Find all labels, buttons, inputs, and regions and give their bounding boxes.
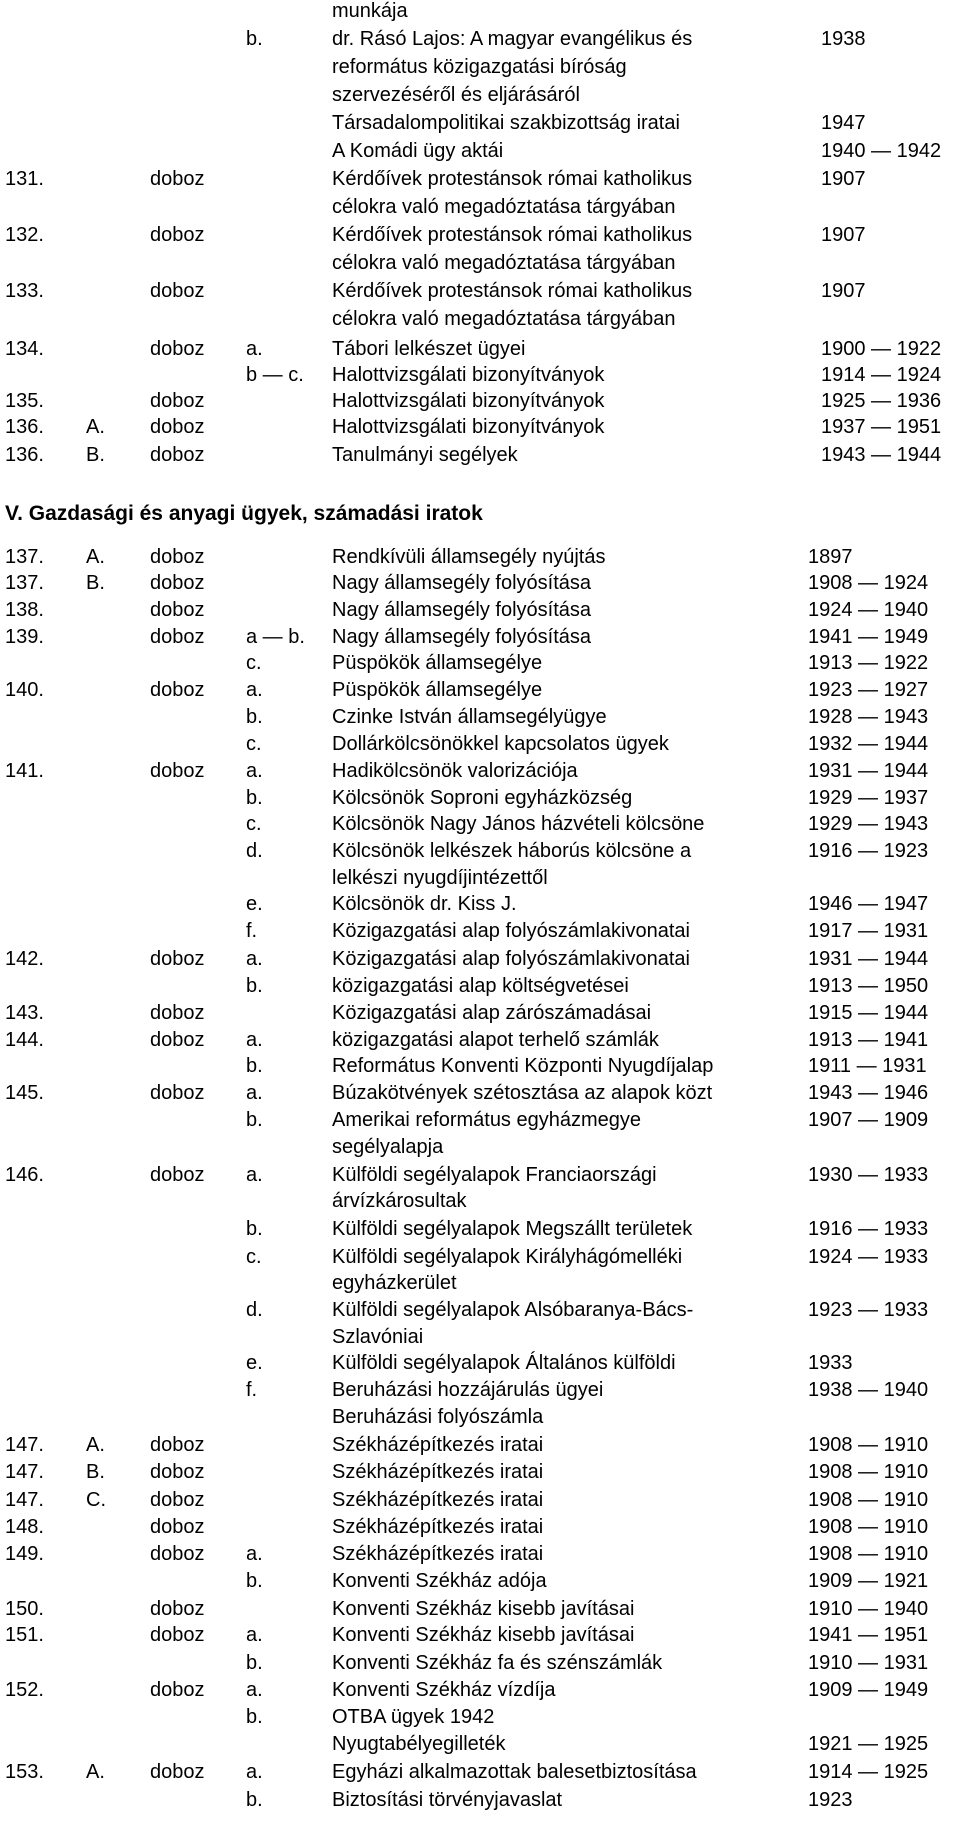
item-letter: d. <box>246 840 263 862</box>
date-range: 1907 <box>821 280 866 302</box>
item-title: Halottvizsgálati bizonyítványok <box>332 364 605 386</box>
item-title: Kérdőívek protestánsok római katholikus <box>332 168 693 190</box>
box-label: doboz <box>150 416 205 438</box>
item-title: Halottvizsgálati bizonyítványok <box>332 416 605 438</box>
item-title: Székházépítkezés iratai <box>332 1461 544 1483</box>
date-range: 1910 — 1940 <box>808 1598 929 1620</box>
item-title: Kérdőívek protestánsok római katholikus <box>332 280 693 302</box>
date-range: 1908 — 1910 <box>808 1434 929 1456</box>
date-range: 1908 — 1924 <box>808 572 929 594</box>
item-title: Közigazgatási alap folyószámlakivonatai <box>332 920 690 942</box>
date-range: 1931 — 1944 <box>808 948 929 970</box>
date-range: 1908 — 1910 <box>808 1543 929 1565</box>
box-letter: A. <box>86 546 105 568</box>
box-number: 142. <box>5 948 44 970</box>
item-letter: a. <box>246 1029 263 1051</box>
box-label: doboz <box>150 1029 205 1051</box>
item-letter: f. <box>246 1379 258 1401</box>
date-range: 1910 — 1931 <box>808 1652 929 1674</box>
item-title: Kölcsönök dr. Kiss J. <box>332 893 517 915</box>
item-title: Kölcsönök Soproni egyházközség <box>332 787 633 809</box>
date-range: 1908 — 1910 <box>808 1516 929 1538</box>
item-letter: b. <box>246 706 263 728</box>
item-letter: d. <box>246 1299 263 1321</box>
item-letter: b. <box>246 1109 263 1131</box>
date-range: 1916 — 1933 <box>808 1218 929 1240</box>
item-letter: b. <box>246 1652 263 1674</box>
item-title: Hadikölcsönök valorizációja <box>332 760 578 782</box>
date-range: 1943 — 1944 <box>821 444 942 466</box>
box-number: 135. <box>5 390 44 412</box>
item-title: Nagy államsegély folyósítása <box>332 572 592 594</box>
box-number: 143. <box>5 1002 44 1024</box>
item-title: egyházkerület <box>332 1272 457 1294</box>
date-range: 1931 — 1944 <box>808 760 929 782</box>
item-letter: e. <box>246 893 263 915</box>
date-range: 1908 — 1910 <box>808 1461 929 1483</box>
item-title: Nyugtabélyegilleték <box>332 1733 506 1755</box>
item-title: Biztosítási törvényjavaslat <box>332 1789 563 1811</box>
item-title: Konventi Székház kisebb javításai <box>332 1624 635 1646</box>
item-letter: a. <box>246 1761 263 1783</box>
item-title: Nagy államsegély folyósítása <box>332 599 592 621</box>
item-letter: b. <box>246 1218 263 1240</box>
item-letter: a. <box>246 1164 263 1186</box>
box-number: 132. <box>5 224 44 246</box>
item-title: árvízkárosultak <box>332 1190 467 1212</box>
item-title: célokra való megadóztatása tárgyában <box>332 252 676 274</box>
date-range: 1914 — 1925 <box>808 1761 929 1783</box>
box-number: 139. <box>5 626 44 648</box>
date-range: 1946 — 1947 <box>808 893 929 915</box>
box-label: doboz <box>150 1598 205 1620</box>
item-title: Beruházási folyószámla <box>332 1406 544 1428</box>
box-number: 136. <box>5 416 44 438</box>
date-range: 1925 — 1936 <box>821 390 942 412</box>
item-title: református közigazgatási bíróság <box>332 56 627 78</box>
date-range: 1938 <box>821 28 866 50</box>
item-title: Református Konventi Központi Nyugdíjalap <box>332 1055 714 1077</box>
item-title: A Komádi ügy aktái <box>332 140 504 162</box>
section-heading: V. Gazdasági és anyagi ügyek, számadási iratok <box>5 502 483 525</box>
item-title: Rendkívüli államsegély nyújtás <box>332 546 606 568</box>
box-label: doboz <box>150 546 205 568</box>
box-label: doboz <box>150 444 205 466</box>
date-range: 1907 — 1909 <box>808 1109 929 1131</box>
item-title: lelkészi nyugdíjintézettől <box>332 867 548 889</box>
box-letter: A. <box>86 416 105 438</box>
box-label: doboz <box>150 599 205 621</box>
date-range: 1930 — 1933 <box>808 1164 929 1186</box>
date-range: 1943 — 1946 <box>808 1082 929 1104</box>
item-title: Szlavóniai <box>332 1326 424 1348</box>
item-title: Kölcsönök lelkészek háborús kölcsöne a <box>332 840 692 862</box>
item-title: Külföldi segélyalapok Alsóbaranya-Bács- <box>332 1299 694 1321</box>
box-label: doboz <box>150 1461 205 1483</box>
box-number: 137. <box>5 572 44 594</box>
box-label: doboz <box>150 679 205 701</box>
item-title: Czinke István államsegélyügye <box>332 706 607 728</box>
date-range: 1938 — 1940 <box>808 1379 929 1401</box>
item-letter: b. <box>246 1055 263 1077</box>
box-number: 150. <box>5 1598 44 1620</box>
item-title: Tanulmányi segélyek <box>332 444 518 466</box>
box-label: doboz <box>150 1434 205 1456</box>
item-title: szervezéséről és eljárásáról <box>332 84 580 106</box>
item-letter: a — b. <box>246 626 305 648</box>
item-letter: a. <box>246 1679 263 1701</box>
item-letter: f. <box>246 920 258 942</box>
item-letter: b. <box>246 1789 263 1811</box>
box-number: 148. <box>5 1516 44 1538</box>
box-number: 147. <box>5 1461 44 1483</box>
item-letter: c. <box>246 652 262 674</box>
item-letter: c. <box>246 1246 262 1268</box>
box-label: doboz <box>150 1543 205 1565</box>
item-title: Konventi Székház fa és szénszámlák <box>332 1652 663 1674</box>
date-range: 1929 — 1937 <box>808 787 929 809</box>
date-range: 1932 — 1944 <box>808 733 929 755</box>
date-range: 1923 — 1927 <box>808 679 929 701</box>
box-label: doboz <box>150 280 205 302</box>
date-range: 1933 <box>808 1352 853 1374</box>
box-number: 131. <box>5 168 44 190</box>
box-number: 134. <box>5 338 44 360</box>
date-range: 1909 — 1921 <box>808 1570 929 1592</box>
box-label: doboz <box>150 1164 205 1186</box>
item-title: dr. Rásó Lajos: A magyar evangélikus és <box>332 28 693 50</box>
item-title: Székházépítkezés iratai <box>332 1434 544 1456</box>
date-range: 1941 — 1951 <box>808 1624 929 1646</box>
date-range: 1916 — 1923 <box>808 840 929 862</box>
box-label: doboz <box>150 1489 205 1511</box>
box-label: doboz <box>150 1082 205 1104</box>
box-label: doboz <box>150 572 205 594</box>
item-letter: a. <box>246 1082 263 1104</box>
date-range: 1923 <box>808 1789 853 1811</box>
date-range: 1928 — 1943 <box>808 706 929 728</box>
box-number: 133. <box>5 280 44 302</box>
date-range: 1908 — 1910 <box>808 1489 929 1511</box>
box-label: doboz <box>150 168 205 190</box>
item-title: Székházépítkezés iratai <box>332 1489 544 1511</box>
item-letter: b. <box>246 787 263 809</box>
box-number: 149. <box>5 1543 44 1565</box>
box-label: doboz <box>150 338 205 360</box>
box-label: doboz <box>150 1761 205 1783</box>
item-title: Nagy államsegély folyósítása <box>332 626 592 648</box>
date-range: 1913 — 1941 <box>808 1029 929 1051</box>
item-title: Tábori lelkészet ügyei <box>332 338 526 360</box>
item-title: Dollárkölcsönökkel kapcsolatos ügyek <box>332 733 669 755</box>
item-title: Székházépítkezés iratai <box>332 1516 544 1538</box>
item-title: célokra való megadóztatása tárgyában <box>332 196 676 218</box>
item-title: Közigazgatási alap folyószámlakivonatai <box>332 948 690 970</box>
box-number: 144. <box>5 1029 44 1051</box>
date-range: 1913 — 1922 <box>808 652 929 674</box>
item-title: Külföldi segélyalapok Franciaországi <box>332 1164 657 1186</box>
item-title: Konventi Székház adója <box>332 1570 547 1592</box>
item-title: OTBA ügyek 1942 <box>332 1706 495 1728</box>
box-label: doboz <box>150 1679 205 1701</box>
box-number: 137. <box>5 546 44 568</box>
item-letter: b. <box>246 28 263 50</box>
box-label: doboz <box>150 760 205 782</box>
item-title: Konventi Székház kisebb javításai <box>332 1598 635 1620</box>
date-range: 1941 — 1949 <box>808 626 929 648</box>
date-range: 1911 — 1931 <box>808 1055 927 1077</box>
item-title: közigazgatási alap költségvetései <box>332 975 629 997</box>
box-letter: A. <box>86 1761 105 1783</box>
date-range: 1924 — 1940 <box>808 599 929 621</box>
item-letter: a. <box>246 338 263 360</box>
box-number: 147. <box>5 1489 44 1511</box>
item-title: közigazgatási alapot terhelő számlák <box>332 1029 659 1051</box>
item-title: Amerikai református egyházmegye <box>332 1109 642 1131</box>
date-range: 1947 <box>821 112 866 134</box>
item-title: Kérdőívek protestánsok római katholikus <box>332 224 693 246</box>
item-letter: a. <box>246 760 263 782</box>
item-letter: b. <box>246 1570 263 1592</box>
box-letter: B. <box>86 572 105 594</box>
date-range: 1924 — 1933 <box>808 1246 929 1268</box>
item-letter: a. <box>246 1624 263 1646</box>
item-letter: b. <box>246 1706 263 1728</box>
date-range: 1900 — 1922 <box>821 338 942 360</box>
box-number: 145. <box>5 1082 44 1104</box>
item-title: Beruházási hozzájárulás ügyei <box>332 1379 604 1401</box>
box-number: 146. <box>5 1164 44 1186</box>
date-range: 1909 — 1949 <box>808 1679 929 1701</box>
item-letter: a. <box>246 1543 263 1565</box>
box-number: 153. <box>5 1761 44 1783</box>
item-letter: a. <box>246 948 263 970</box>
box-letter: C. <box>86 1489 106 1511</box>
date-range: 1915 — 1944 <box>808 1002 929 1024</box>
box-number: 141. <box>5 760 44 782</box>
item-title: Konventi Székház vízdíja <box>332 1679 556 1701</box>
date-range: 1917 — 1931 <box>808 920 929 942</box>
box-number: 136. <box>5 444 44 466</box>
item-title: Kölcsönök Nagy János házvételi kölcsöne <box>332 813 705 835</box>
box-number: 138. <box>5 599 44 621</box>
box-number: 152. <box>5 1679 44 1701</box>
date-range: 1913 — 1950 <box>808 975 929 997</box>
box-letter: B. <box>86 1461 105 1483</box>
item-title: Püspökök államsegélye <box>332 679 543 701</box>
box-number: 147. <box>5 1434 44 1456</box>
box-label: doboz <box>150 1624 205 1646</box>
date-range: 1914 — 1924 <box>821 364 942 386</box>
box-number: 151. <box>5 1624 44 1646</box>
item-title: Külföldi segélyalapok Általános külföldi <box>332 1352 676 1374</box>
item-title: munkája <box>332 0 408 22</box>
box-label: doboz <box>150 390 205 412</box>
item-title: Egyházi alkalmazottak balesetbiztosítása <box>332 1761 697 1783</box>
date-range: 1907 <box>821 168 866 190</box>
date-range: 1937 — 1951 <box>821 416 942 438</box>
item-title: Külföldi segélyalapok Megszállt területek <box>332 1218 693 1240</box>
date-range: 1929 — 1943 <box>808 813 929 835</box>
box-letter: B. <box>86 444 105 466</box>
date-range: 1907 <box>821 224 866 246</box>
date-range: 1923 — 1933 <box>808 1299 929 1321</box>
item-title: Közigazgatási alap zárószámadásai <box>332 1002 652 1024</box>
box-label: doboz <box>150 1002 205 1024</box>
item-title: Halottvizsgálati bizonyítványok <box>332 390 605 412</box>
item-letter: a. <box>246 679 263 701</box>
date-range: 1940 — 1942 <box>821 140 942 162</box>
item-letter: c. <box>246 733 262 755</box>
item-letter: c. <box>246 813 262 835</box>
box-label: doboz <box>150 224 205 246</box>
item-title: Székházépítkezés iratai <box>332 1543 544 1565</box>
item-letter: b — c. <box>246 364 304 386</box>
item-title: segélyalapja <box>332 1136 444 1158</box>
box-number: 140. <box>5 679 44 701</box>
date-range: 1897 <box>808 546 853 568</box>
item-letter: b. <box>246 975 263 997</box>
item-title: Társadalompolitikai szakbizottság iratai <box>332 112 680 134</box>
item-title: Külföldi segélyalapok Királyhágómelléki <box>332 1246 683 1268</box>
box-label: doboz <box>150 626 205 648</box>
box-label: doboz <box>150 1516 205 1538</box>
box-letter: A. <box>86 1434 105 1456</box>
item-title: Búzakötvények szétosztása az alapok közt <box>332 1082 713 1104</box>
item-title: célokra való megadóztatása tárgyában <box>332 308 676 330</box>
item-letter: e. <box>246 1352 263 1374</box>
item-title: Püspökök államsegélye <box>332 652 543 674</box>
date-range: 1921 — 1925 <box>808 1733 929 1755</box>
box-label: doboz <box>150 948 205 970</box>
